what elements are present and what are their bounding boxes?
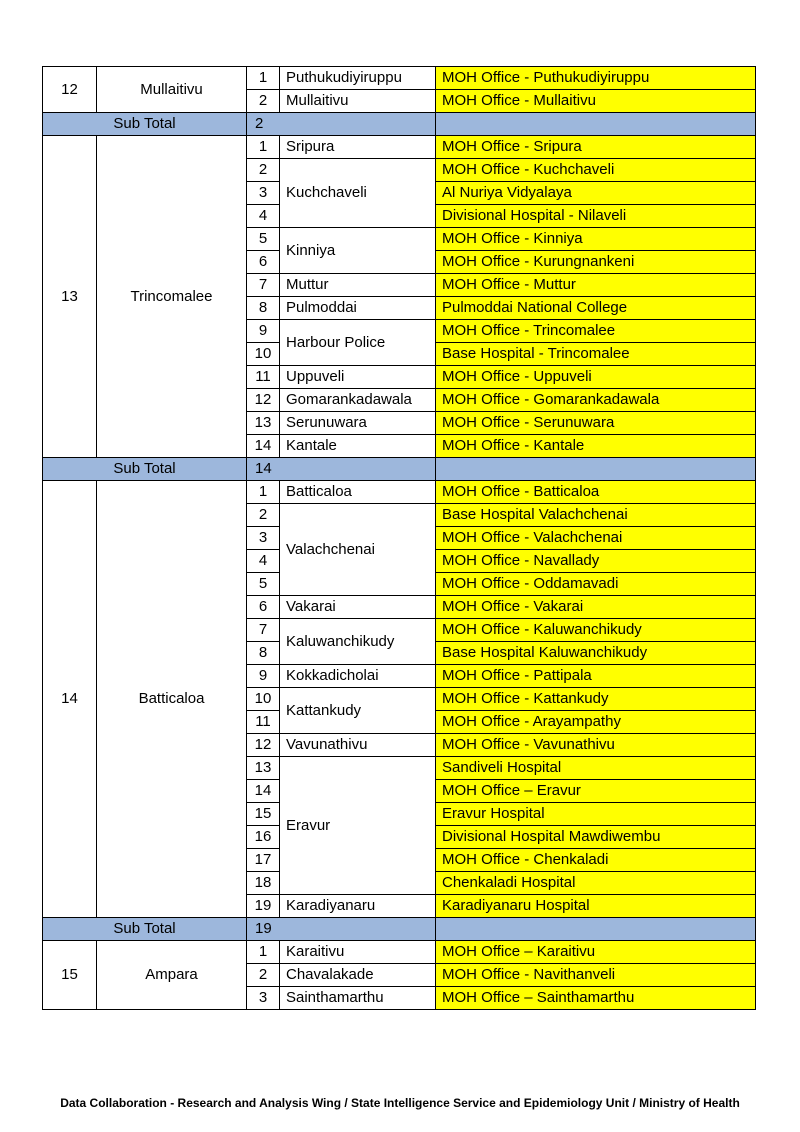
serial-number: 4 <box>247 550 280 573</box>
moh-area: Kantale <box>280 435 436 458</box>
table-row <box>43 481 756 504</box>
moh-area: Karaitivu <box>280 941 436 964</box>
centre-location: MOH Office - Arayampathy <box>436 711 756 734</box>
serial-number: 2 <box>247 964 280 987</box>
subtotal-blank <box>436 918 756 941</box>
moh-area: Mullaitivu <box>280 90 436 113</box>
district-name: Ampara <box>97 941 247 1010</box>
serial-number: 6 <box>247 596 280 619</box>
subtotal-value: 14 <box>247 458 436 481</box>
serial-number: 5 <box>247 573 280 596</box>
centre-location: MOH Office - Chenkaladi <box>436 849 756 872</box>
moh-area: Valachchenai <box>280 504 436 596</box>
moh-area: Eravur <box>280 757 436 895</box>
moh-area: Puthukudiyiruppu <box>280 67 436 90</box>
subtotal-value: 2 <box>247 113 436 136</box>
serial-number: 1 <box>247 136 280 159</box>
moh-area: Serunuwara <box>280 412 436 435</box>
subtotal-value: 19 <box>247 918 436 941</box>
moh-area: Batticaloa <box>280 481 436 504</box>
centre-location: MOH Office - Sripura <box>436 136 756 159</box>
subtotal-row <box>43 458 756 481</box>
centre-location: MOH Office – Sainthamarthu <box>436 987 756 1010</box>
centre-location: Base Hospital Valachchenai <box>436 504 756 527</box>
centre-location: MOH Office – Karaitivu <box>436 941 756 964</box>
centre-location: Karadiyanaru Hospital <box>436 895 756 918</box>
serial-number: 13 <box>247 412 280 435</box>
centre-location: MOH Office - Puthukudiyiruppu <box>436 67 756 90</box>
centre-location: MOH Office - Muttur <box>436 274 756 297</box>
centre-location: MOH Office - Vavunathivu <box>436 734 756 757</box>
serial-number: 8 <box>247 642 280 665</box>
subtotal-blank <box>436 113 756 136</box>
centre-location: Pulmoddai National College <box>436 297 756 320</box>
serial-number: 11 <box>247 711 280 734</box>
serial-number: 1 <box>247 67 280 90</box>
centre-location: MOH Office - Navithanveli <box>436 964 756 987</box>
centre-location: Chenkaladi Hospital <box>436 872 756 895</box>
moh-area: Vakarai <box>280 596 436 619</box>
serial-number: 11 <box>247 366 280 389</box>
serial-number: 7 <box>247 274 280 297</box>
centre-location: MOH Office - Uppuveli <box>436 366 756 389</box>
moh-area: Kinniya <box>280 228 436 274</box>
moh-area: Vavunathivu <box>280 734 436 757</box>
moh-area: Muttur <box>280 274 436 297</box>
serial-number: 16 <box>247 826 280 849</box>
serial-number: 10 <box>247 688 280 711</box>
page-footer: Data Collaboration - Research and Analysis Wing / State Intelligence Service and Epidemiology Unit / Ministry of Health <box>60 1096 740 1110</box>
moh-area: Sripura <box>280 136 436 159</box>
serial-number: 3 <box>247 527 280 550</box>
serial-number: 14 <box>247 435 280 458</box>
centre-location: Base Hospital Kaluwanchikudy <box>436 642 756 665</box>
serial-number: 2 <box>247 90 280 113</box>
moh-area: Kattankudy <box>280 688 436 734</box>
serial-number: 15 <box>247 803 280 826</box>
centre-location: MOH Office - Kantale <box>436 435 756 458</box>
serial-number: 3 <box>247 182 280 205</box>
moh-area: Gomarankadawala <box>280 389 436 412</box>
serial-number: 10 <box>247 343 280 366</box>
centre-location: Divisional Hospital - Nilaveli <box>436 205 756 228</box>
moh-area: Kaluwanchikudy <box>280 619 436 665</box>
serial-number: 19 <box>247 895 280 918</box>
serial-number: 9 <box>247 320 280 343</box>
serial-number: 13 <box>247 757 280 780</box>
serial-number: 6 <box>247 251 280 274</box>
subtotal-label: Sub Total <box>43 113 247 136</box>
serial-number: 18 <box>247 872 280 895</box>
centre-location: Base Hospital - Trincomalee <box>436 343 756 366</box>
table-body <box>43 67 756 1010</box>
centre-location: MOH Office - Vakarai <box>436 596 756 619</box>
subtotal-row <box>43 918 756 941</box>
table-row <box>43 941 756 964</box>
centre-location: MOH Office - Batticaloa <box>436 481 756 504</box>
centre-location: MOH Office - Kuchchaveli <box>436 159 756 182</box>
centre-location: MOH Office - Pattipala <box>436 665 756 688</box>
subtotal-label: Sub Total <box>43 458 247 481</box>
moh-area: Uppuveli <box>280 366 436 389</box>
serial-number: 1 <box>247 481 280 504</box>
district-number: 14 <box>43 481 97 918</box>
district-number: 15 <box>43 941 97 1010</box>
serial-number: 2 <box>247 504 280 527</box>
serial-number: 12 <box>247 389 280 412</box>
centre-location: MOH Office - Trincomalee <box>436 320 756 343</box>
table-row <box>43 67 756 90</box>
district-name: Batticaloa <box>97 481 247 918</box>
moh-area: Kokkadicholai <box>280 665 436 688</box>
centre-location: MOH Office - Valachchenai <box>436 527 756 550</box>
centre-location: MOH Office - Kattankudy <box>436 688 756 711</box>
moh-area: Harbour Police <box>280 320 436 366</box>
centre-location: MOH Office - Kurungnankeni <box>436 251 756 274</box>
district-number: 13 <box>43 136 97 458</box>
centre-location: MOH Office - Navallady <box>436 550 756 573</box>
serial-number: 2 <box>247 159 280 182</box>
serial-number: 14 <box>247 780 280 803</box>
table-row <box>43 136 756 159</box>
centre-location: MOH Office - Mullaitivu <box>436 90 756 113</box>
centre-location: MOH Office - Oddamavadi <box>436 573 756 596</box>
serial-number: 9 <box>247 665 280 688</box>
centre-location: MOH Office - Gomarankadawala <box>436 389 756 412</box>
moh-area: Karadiyanaru <box>280 895 436 918</box>
moh-area: Kuchchaveli <box>280 159 436 228</box>
centre-location: MOH Office - Kinniya <box>436 228 756 251</box>
serial-number: 17 <box>247 849 280 872</box>
serial-number: 8 <box>247 297 280 320</box>
serial-number: 12 <box>247 734 280 757</box>
centre-location: Sandiveli Hospital <box>436 757 756 780</box>
moh-area: Pulmoddai <box>280 297 436 320</box>
district-number: 12 <box>43 67 97 113</box>
subtotal-label: Sub Total <box>43 918 247 941</box>
moh-area: Chavalakade <box>280 964 436 987</box>
district-name: Trincomalee <box>97 136 247 458</box>
centre-location: Eravur Hospital <box>436 803 756 826</box>
centre-location: MOH Office – Eravur <box>436 780 756 803</box>
serial-number: 4 <box>247 205 280 228</box>
centre-location: Al Nuriya Vidyalaya <box>436 182 756 205</box>
serial-number: 7 <box>247 619 280 642</box>
centre-location: MOH Office - Serunuwara <box>436 412 756 435</box>
serial-number: 1 <box>247 941 280 964</box>
centre-location: MOH Office - Kaluwanchikudy <box>436 619 756 642</box>
centre-location: Divisional Hospital Mawdiwembu <box>436 826 756 849</box>
serial-number: 3 <box>247 987 280 1010</box>
subtotal-row <box>43 113 756 136</box>
serial-number: 5 <box>247 228 280 251</box>
moh-area: Sainthamarthu <box>280 987 436 1010</box>
vaccination-centres-table <box>42 66 756 1010</box>
subtotal-blank <box>436 458 756 481</box>
district-name: Mullaitivu <box>97 67 247 113</box>
